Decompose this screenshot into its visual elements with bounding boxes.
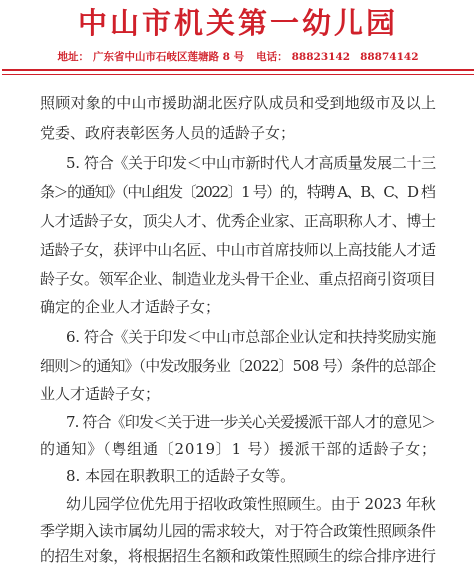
text-line: 人才适龄子女，顶尖人才、优秀企业家、正高职称人才、博士 [40,212,436,230]
text-line: 业人才适龄子女； [40,385,161,403]
text-line: 细则＞的通知》（中发改服务业〔2022〕508 号）条件的总部企 [40,357,436,375]
address-label: 地址： [57,51,89,63]
address-text: 广东省中山市石岐区莲塘路 8 号 [92,51,245,63]
kindergarten-title: 中山市机关第一幼儿园 [77,6,398,40]
phone-number-2: 88874142 [360,51,419,63]
text-line: 的通知》（粤组通〔2019〕1 号）援派干部的适龄子女； [40,440,437,458]
text-line: 5. 符合《关于印发＜中山市新时代人才高质量发展二十三 [66,154,436,172]
text-line: 照顾对象的中山市援助湖北医疗队成员和受到地级市及以上 [40,94,437,112]
text-line: 幼儿园学位优先用于招收政策性照顾生。由于 2023 年秋 [66,495,436,513]
text-line: 党委、政府表彰医务人员的适龄子女； [40,124,296,142]
text-line: 季学期入读市属幼儿园的需求较大，对于符合政策性照顾条件 [40,522,436,540]
text-line: 7. 符合《印发＜关于进一步关心关爱援派干部人才的意见＞ [66,413,436,431]
phone-number-1: 88823142 [291,51,351,63]
text-line: 确定的企业人才适龄子女； [40,298,221,316]
text-line: 的招生对象，将根据招生名额和政策性照顾生的综合排序进行 [40,547,436,565]
text-line: 条＞的通知》（中山组发〔2022〕1 号）的，特聘 A、B、C、D 档 [40,183,435,201]
phone-label: 电话： [256,51,288,63]
text-line: 6. 符合《关于印发＜中山市总部企业认定和扶持奖励实施 [66,328,436,346]
text-line: 适龄子女，获评中山名匠、中山市首席技师以上高技能人才适 [40,241,436,259]
text-line: 龄子女。领军企业、制造业龙头骨干企业、重点招商引资项目 [40,270,436,288]
text-line: 8. 本园在职教职工的适龄子女等。 [66,467,296,485]
